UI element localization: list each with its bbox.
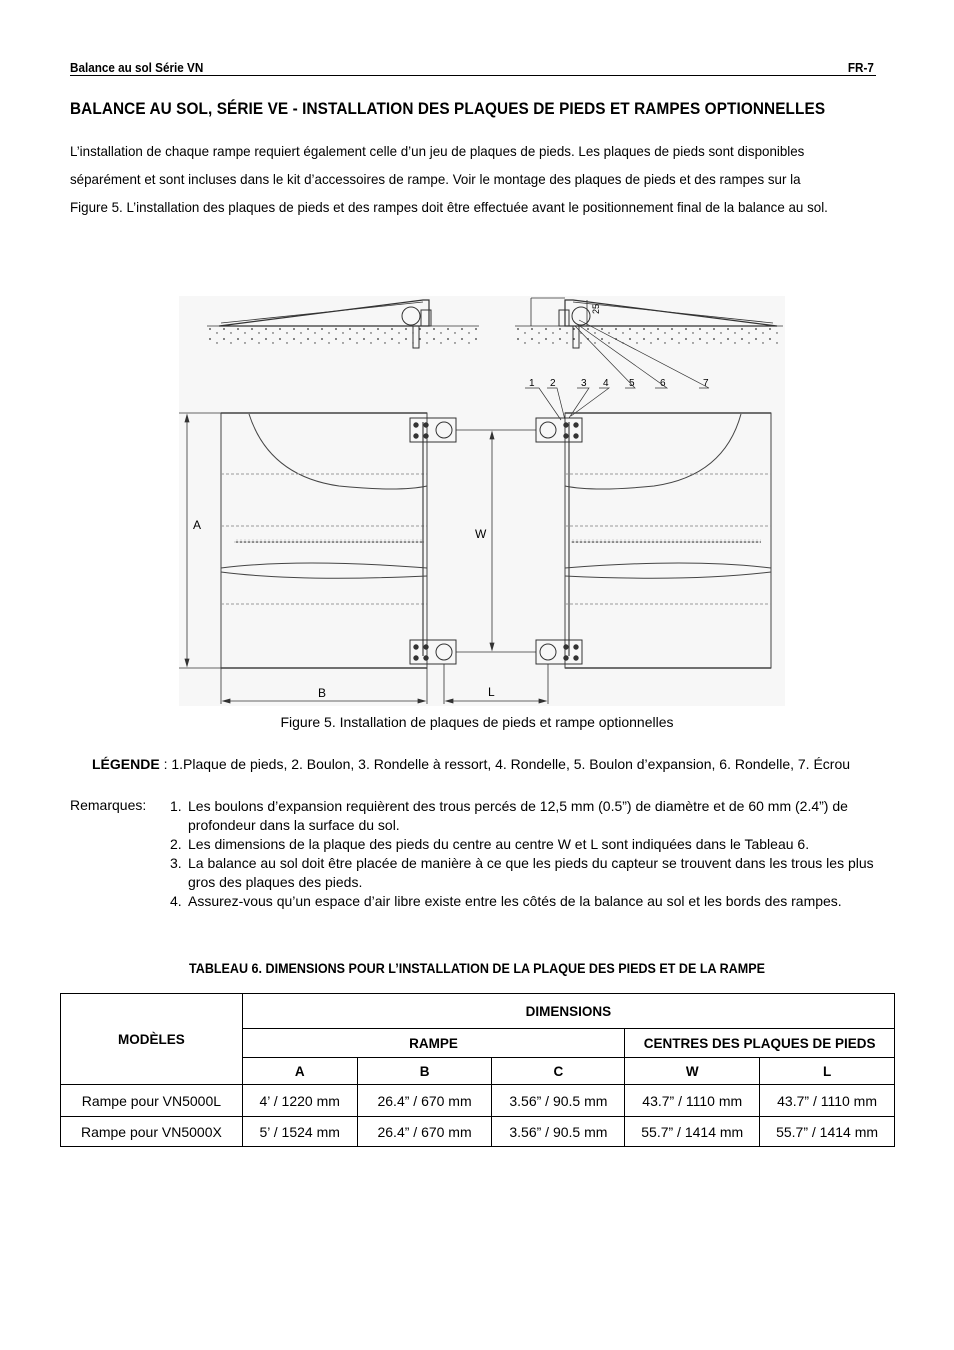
- b-cell: 26.4” / 670 mm: [357, 1117, 492, 1147]
- callout-2: 2: [550, 378, 556, 389]
- w-cell: 55.7” / 1414 mm: [625, 1117, 760, 1147]
- a-cell: 4’ / 1220 mm: [242, 1085, 357, 1117]
- remark-item: [170, 854, 890, 892]
- legend: [92, 756, 850, 772]
- remark-text: Assurez-vous qu’un espace d’air libre existe entre les côtés de la balance au sol et les bords des rampes.: [188, 893, 842, 909]
- dimensions-header: DIMENSIONS: [242, 994, 894, 1029]
- b-cell: 26.4” / 670 mm: [357, 1085, 492, 1117]
- remark-number: 3.: [170, 855, 182, 871]
- running-header-title: Balance au sol Série VN: [70, 60, 204, 75]
- figure-caption: Figure 5. Installation de plaques de pieds et rampe optionnelles: [280, 714, 674, 730]
- callout-5: 5: [629, 378, 635, 389]
- callout-1: 1: [529, 378, 535, 389]
- table-row: [61, 1085, 895, 1117]
- remark-text: Les boulons d’expansion requièrent des trous percés de 12,5 mm (0.5”) de diamètre et de 60 mm (2.4”) de profondeur dans la surface du sol.: [188, 798, 848, 833]
- col-l-header: L: [760, 1058, 895, 1085]
- installation-diagram: [179, 296, 785, 706]
- legend-label: LÉGENDE: [92, 756, 160, 772]
- callout-6: 6: [660, 378, 666, 389]
- remark-number: 4.: [170, 893, 182, 909]
- remark-item: [170, 892, 890, 911]
- page-number: FR-7: [847, 60, 874, 75]
- section-title: BALANCE AU SOL, SÉRIE VE - INSTALLATION DES PLAQUES DE PIEDS ET RAMPES OPTIONNELLES: [70, 100, 826, 118]
- remarks-label: Remarques:: [70, 797, 147, 813]
- remark-item: [170, 797, 890, 835]
- callout-7: 7: [703, 378, 709, 389]
- c-cell: 3.56” / 90.5 mm: [492, 1085, 625, 1117]
- dimension-w-label: W: [475, 527, 487, 541]
- intro-line: L’installation de chaque rampe requiert également celle d’un jeu de plaques de pieds. Les plaques de pieds sont disponibles: [70, 143, 805, 159]
- callout-3: 3: [581, 378, 587, 389]
- dimension-b-label: B: [318, 686, 327, 700]
- col-w-header: W: [625, 1058, 760, 1085]
- a-cell: 5’ / 1524 mm: [242, 1117, 357, 1147]
- remark-item: [170, 835, 890, 854]
- model-cell: Rampe pour VN5000X: [61, 1117, 243, 1147]
- remark-text: La balance au sol doit être placée de manière à ce que les pieds du capteur se trouvent dans les trous les plus gros des plaques des pieds.: [188, 855, 874, 890]
- col-c-header: C: [492, 1058, 625, 1085]
- w-cell: 43.7” / 1110 mm: [625, 1085, 760, 1117]
- col-b-header: B: [357, 1058, 492, 1085]
- intro-paragraph: [70, 137, 900, 221]
- intro-line: séparément et sont incluses dans le kit d’accessoires de rampe. Voir le montage des plaques de pieds et des rampes sur la: [70, 171, 801, 187]
- dimension-25-label: 25: [591, 303, 601, 314]
- dimensions-table: [60, 993, 895, 1147]
- remark-number: 2.: [170, 836, 182, 852]
- l-cell: 43.7” / 1110 mm: [760, 1085, 895, 1117]
- models-header: MODÈLES: [61, 994, 243, 1085]
- callout-4: 4: [603, 378, 609, 389]
- header-rule: [70, 75, 876, 76]
- legend-text: : 1.Plaque de pieds, 2. Boulon, 3. Rondelle à ressort, 4. Rondelle, 5. Boulon d’expansion, 6. Rondelle, 7. Écrou: [159, 756, 851, 772]
- l-cell: 55.7” / 1414 mm: [760, 1117, 895, 1147]
- remark-number: 1.: [170, 798, 182, 814]
- foot-plate-centers-header: CENTRES DES PLAQUES DE PIEDS: [625, 1029, 895, 1058]
- dimension-a-label: A: [193, 518, 202, 532]
- remarks-list: [170, 797, 890, 911]
- intro-line: Figure 5. L’installation des plaques de pieds et des rampes doit être effectuée avant le positionnement final de la balance au sol.: [70, 199, 828, 215]
- remark-text: Les dimensions de la plaque des pieds du centre au centre W et L sont indiquées dans le Tableau 6.: [188, 836, 810, 852]
- model-cell: Rampe pour VN5000L: [61, 1085, 243, 1117]
- ramp-header: RAMPE: [242, 1029, 625, 1058]
- table-row: [61, 1117, 895, 1147]
- col-a-header: A: [242, 1058, 357, 1085]
- table-title: TABLEAU 6. DIMENSIONS POUR L’INSTALLATION DE LA PLAQUE DES PIEDS ET DE LA RAMPE: [189, 961, 765, 976]
- dimension-l-label: L: [488, 685, 495, 699]
- c-cell: 3.56” / 90.5 mm: [492, 1117, 625, 1147]
